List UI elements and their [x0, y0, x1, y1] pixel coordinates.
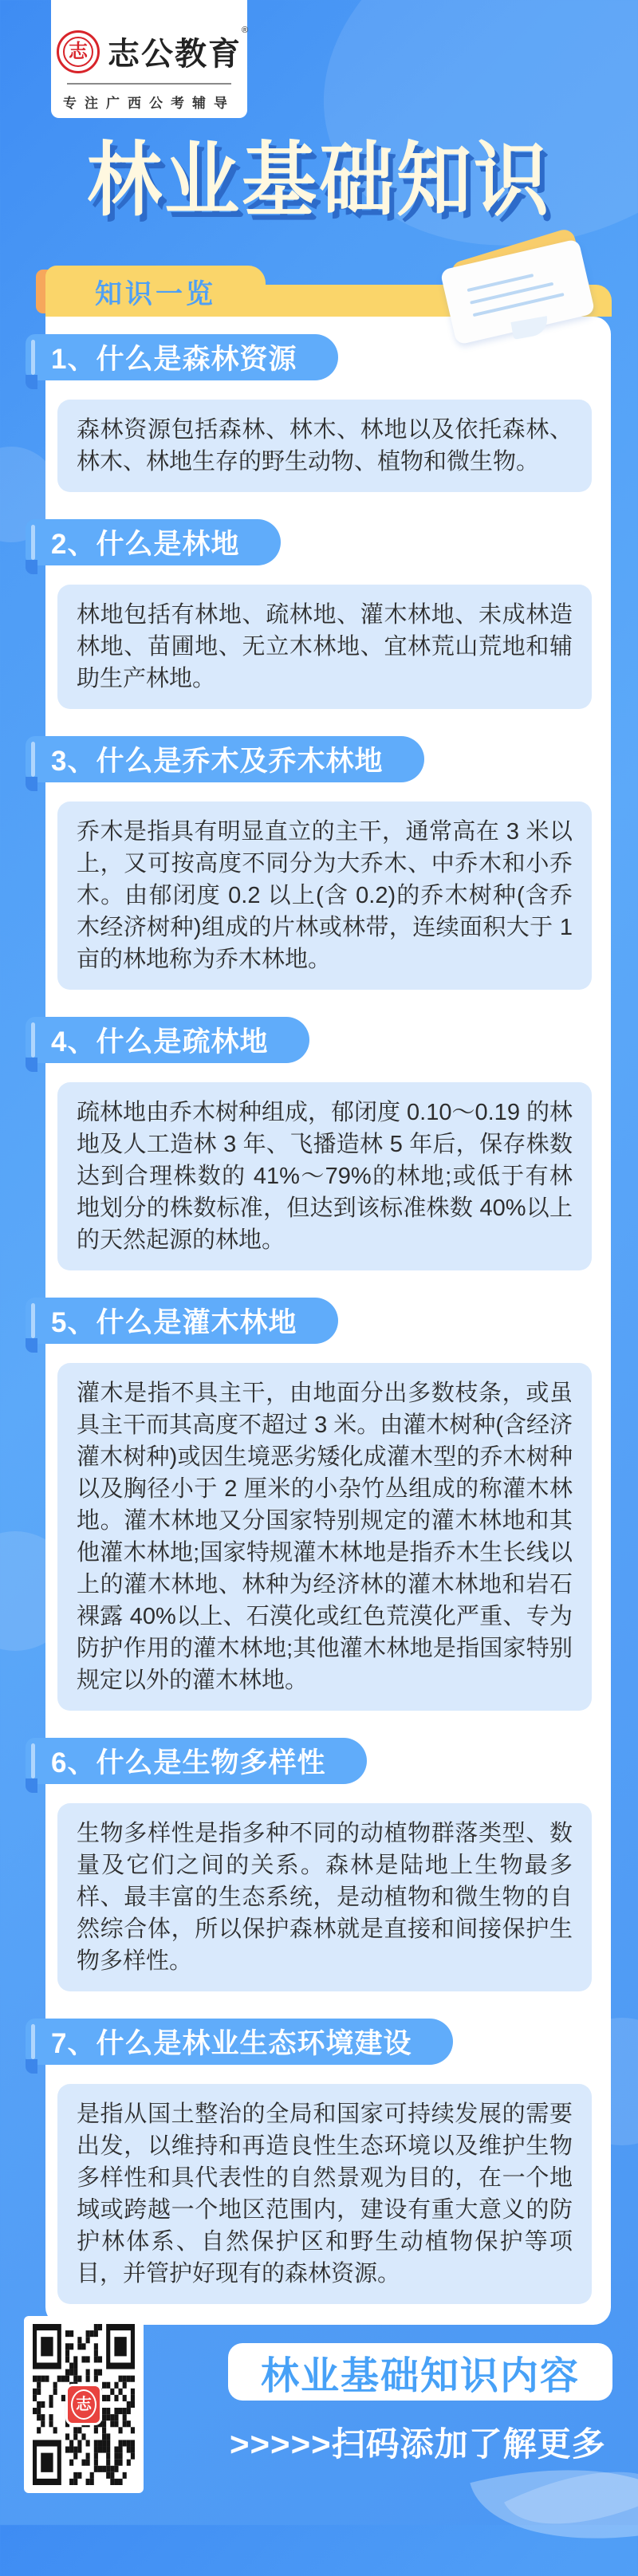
brand-logo-card: [51, 0, 250, 118]
footer-cta-text: >>>>>扫码添加了解更多: [230, 2425, 606, 2463]
footer-headline: 林业基础知识内容: [260, 2354, 580, 2397]
registered-trademark-icon: ®: [242, 26, 250, 35]
section-ecological-construction: [51, 2019, 592, 2304]
section-card: [57, 2084, 592, 2304]
tab-extension-bar: [261, 285, 612, 317]
brand-seal-icon: [57, 30, 100, 73]
section-header: [26, 736, 424, 782]
logo-divider: [67, 83, 231, 85]
qr-code: [33, 2324, 135, 2485]
section-shrub-land: [51, 1298, 592, 1711]
section-biodiversity: [51, 1738, 592, 1991]
tab-label: 知识一览: [95, 278, 216, 309]
section-forest-resources: [51, 334, 592, 492]
section-title: 4、什么是疏林地: [51, 1026, 269, 1058]
brand-wordmark: 志公教育 ®: [108, 26, 250, 72]
section-header: [26, 1298, 338, 1344]
section-card: [57, 802, 592, 990]
section-body-text: 乔木是指具有明显直立的主干，通常高在 3 米以上，又可按高度不同分为大乔木、中乔木和小乔木。由郁闭度 0.2 以上(含 0.2)的乔木树种(含乔木经济树种)组成的片林或林带，连续面积大于 1 亩的林地称为乔木林地。: [77, 819, 573, 972]
section-sparse-forest-land: [51, 1017, 592, 1270]
section-card: [57, 400, 592, 492]
brand-seal-character: 志: [63, 37, 93, 67]
section-title: 5、什么是灌木林地: [51, 1307, 297, 1338]
section-header: [26, 1017, 309, 1063]
section-title: 7、什么是林业生态环境建设: [51, 2028, 412, 2059]
section-header: [26, 2019, 453, 2065]
section-body-text: 疏林地由乔木树种组成，郁闭度 0.10～0.19 的林地及人工造林 3 年、飞播造林 5 年后，保存株数达到合理株数的 41%～79%的林地;或低于有林地划分的株数标准，但达到该标准株数 40%以上的天然起源的林地。: [77, 1100, 573, 1253]
section-card: [57, 585, 592, 709]
knowledge-overview-tab: [45, 266, 612, 317]
section-header: [26, 1738, 367, 1784]
section-body-text: 是指从国土整治的全局和国家可持续发展的需要出发，以维持和再造良性生态环境以及维护生物多样性和具代表性的自然景观为目的，在一个地域或跨越一个地区范围内，建设有重大意义的防护林体系、自然保护区和野生动植物保护等项目，并管护好现有的森林资源。: [77, 2101, 573, 2286]
footer-headline-pill: [228, 2343, 612, 2401]
section-forest-land: [51, 519, 592, 709]
footer: [0, 2314, 638, 2525]
section-title: 6、什么是生物多样性: [51, 1747, 326, 1778]
page-title: 林业基础知识: [86, 135, 551, 226]
section-title: 3、什么是乔木及乔木林地: [51, 746, 384, 777]
qr-center-logo: [65, 2384, 102, 2425]
brand-logo-row: [57, 26, 250, 74]
tab-main: [45, 266, 266, 317]
section-title: 1、什么是森林资源: [51, 344, 297, 375]
section-body-text: 生物多样性是指多种不同的动植物群落类型、数量及它们之间的关系。森林是陆地上生物最多样、最丰富的生态系统，是动植物和微生物的自然综合体，所以保护森林就是直接和间接保护生物多样性。: [77, 1821, 573, 1974]
section-title: 2、什么是林地: [51, 529, 240, 560]
qr-center-logo-character: 志: [71, 2389, 96, 2420]
section-header: [26, 334, 338, 380]
section-card: [57, 1363, 592, 1711]
section-body-text: 灌木是指不具主干，由地面分出多数枝条，或虽具主干而其高度不超过 3 米。由灌木树种(含经济灌木树种)或因生境恶劣矮化成灌木型的乔木树种以及胸径小于 2 厘米的小杂竹丛组成的称灌木林地。灌木林地又分国家特别规定的灌木林地和其他灌木林地;国家特规灌木林地是指乔木生长线以上的灌木林地、林种为经济林的灌木林地和岩石裸露 40%以上、石漠化或红色荒漠化严重、专为防护作用的灌木林地;其他灌木林地是指国家特别规定以外的灌木林地。: [77, 1381, 573, 1693]
section-card: [57, 1082, 592, 1270]
content-panel: [45, 317, 611, 2325]
section-header: [26, 519, 281, 565]
section-card: [57, 1803, 592, 1991]
section-body-text: 林地包括有林地、疏林地、灌木林地、未成林造林地、苗圃地、无立木林地、宜林荒山荒地和辅助生产林地。: [77, 602, 573, 691]
section-body-text: 森林资源包括森林、林木、林地以及依托森林、林木、林地生存的野生动物、植物和微生物。: [77, 417, 573, 475]
qr-code-card: [24, 2316, 144, 2493]
brand-tagline: 专注广西公考辅导: [63, 96, 235, 111]
section-arbor-land: [51, 736, 592, 990]
